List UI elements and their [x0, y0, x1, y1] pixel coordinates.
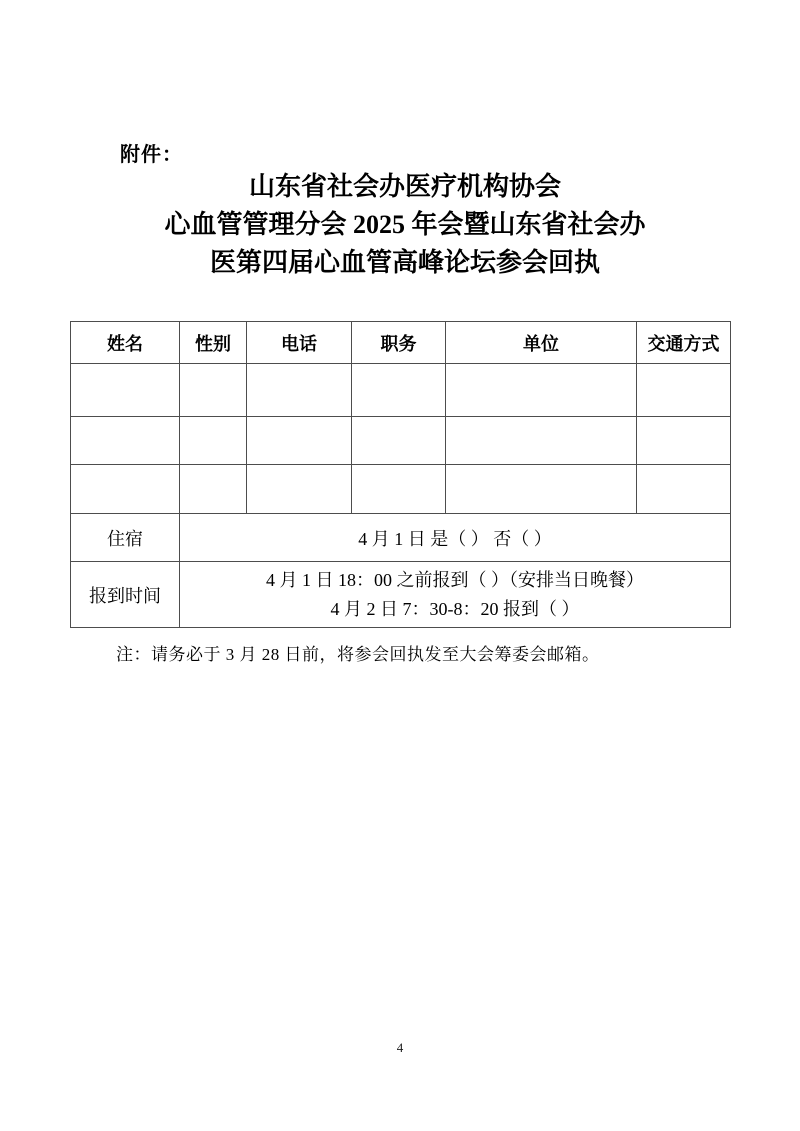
empty-cell [446, 465, 637, 514]
empty-cell [71, 417, 180, 465]
empty-cell [180, 417, 247, 465]
empty-cell [71, 465, 180, 514]
empty-cell [637, 364, 731, 417]
empty-cell [180, 364, 247, 417]
accommodation-content: 4 月 1 日 是（ ） 否（ ） [180, 514, 731, 562]
accommodation-label: 住宿 [71, 514, 180, 562]
empty-cell [352, 417, 446, 465]
footer-note: 注：请务必于 3 月 28 日前，将参会回执发至大会筹委会邮箱。 [116, 645, 600, 664]
title-line-2: 心血管管理分会 2025 年会暨山东省社会办 [164, 210, 646, 239]
checkin-line-1: 4 月 1 日 18：00 之前报到（ ）（安排当日晚餐） [266, 569, 644, 590]
registration-form-table [70, 321, 731, 628]
header-cell-gender: 性别 [180, 322, 247, 364]
attachment-label: 附件： [120, 144, 183, 166]
document-title [70, 168, 740, 282]
empty-cell [446, 364, 637, 417]
checkin-content [180, 562, 731, 628]
empty-cell [247, 364, 352, 417]
empty-cell [71, 364, 180, 417]
checkin-label: 报到时间 [71, 562, 180, 628]
header-cell-unit: 单位 [446, 322, 637, 364]
table-row [71, 417, 731, 465]
table-row [71, 364, 731, 417]
header-cell-position: 职务 [352, 322, 446, 364]
empty-cell [637, 417, 731, 465]
empty-cell [247, 465, 352, 514]
table-row [71, 465, 731, 514]
empty-cell [637, 465, 731, 514]
page-number: 4 [396, 1040, 404, 1055]
empty-cell [352, 364, 446, 417]
title-line-3: 医第四届心血管高峰论坛参会回执 [209, 248, 600, 277]
checkin-row [71, 562, 731, 628]
empty-cell [446, 417, 637, 465]
checkin-line-2: 4 月 2 日 7：30-8：20 报到（ ） [330, 598, 580, 619]
header-cell-phone: 电话 [247, 322, 352, 364]
empty-cell [352, 465, 446, 514]
title-line-1: 山东省社会办医疗机构协会 [248, 172, 561, 201]
empty-cell [247, 417, 352, 465]
empty-cell [180, 465, 247, 514]
header-cell-name: 姓名 [71, 322, 180, 364]
header-cell-transport: 交通方式 [637, 322, 731, 364]
table-header-row [71, 322, 731, 364]
accommodation-row [71, 514, 731, 562]
